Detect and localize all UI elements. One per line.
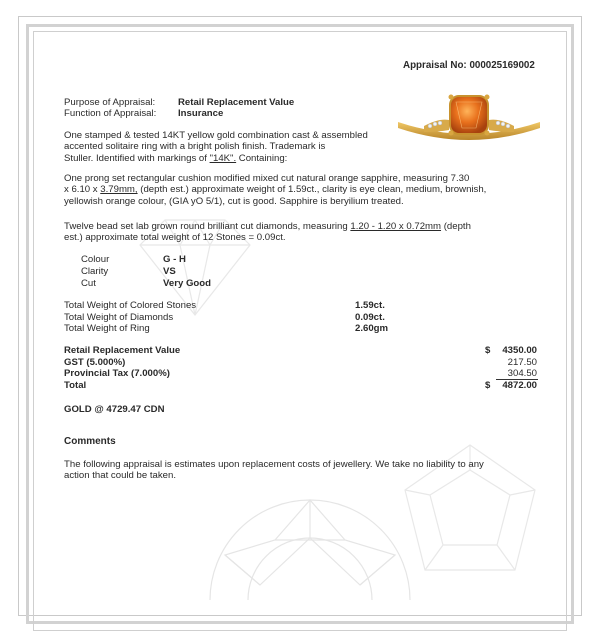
sapphire-line-2c: (depth est.) approximate weight of 1.59ct., clarity is eye clean, medium, brownish, <box>137 184 487 196</box>
gold-price: GOLD @ 4729.47 CDN <box>64 404 165 415</box>
purpose-value: Retail Replacement Value <box>178 97 295 108</box>
comments-line-2: action that could be taken. <box>64 470 177 482</box>
setting-line-1: One stamped & tested 14KT yellow gold combination cast & assembled <box>64 130 368 141</box>
setting-line-2: accented solitaire ring with a bright polish finish. Trademark is <box>64 141 326 153</box>
weight-colored-label: Total Weight of Colored Stones <box>64 300 197 311</box>
grade-cut-label: Cut <box>81 278 96 289</box>
diamonds-measure: 1.20 - 1.20 x 0.72mm <box>350 221 442 232</box>
comments-text <box>64 459 534 482</box>
pst-value: 304.50 <box>507 368 537 379</box>
description-sapphire <box>64 173 534 207</box>
grade-colour-value: G - H <box>163 254 186 265</box>
description-setting <box>64 130 534 164</box>
total-currency: $ <box>485 380 491 391</box>
rrv-label: Retail Replacement Value <box>64 345 181 356</box>
setting-line-3c: Containing: <box>236 152 288 164</box>
weight-ring-value: 2.60gm <box>355 323 389 334</box>
setting-line-3 <box>64 153 534 164</box>
appraisal-number <box>403 60 535 72</box>
sapphire-line-3: yellowish orange colour, (GIA yO 5/1), cut is good. Sapphire is beryilium treated. <box>64 195 404 207</box>
weight-diamonds-value: 0.09ct. <box>355 312 385 323</box>
diamonds-line-1c: (depth <box>441 221 471 232</box>
appraisal-number-value: 000025169002 <box>469 60 535 71</box>
total-label: Total <box>64 380 87 391</box>
diamonds-line-2: est.) approximate total weight of 12 Stones = 0.09ct. <box>64 232 286 244</box>
gst-value: 217.50 <box>507 357 537 368</box>
pst-label: Provincial Tax (7.000%) <box>64 368 170 379</box>
grade-clarity-label: Clarity <box>81 266 109 277</box>
function-value: Insurance <box>178 108 224 119</box>
rrv-currency: $ <box>485 345 491 356</box>
comments-title: Comments <box>64 436 116 447</box>
total-value: 4872.00 <box>502 380 537 391</box>
sapphire-depth: 3.79mm, <box>100 184 138 196</box>
diamonds-line-1a: Twelve bead set lab grown round brilliant cut diamonds, measuring <box>64 221 351 232</box>
comments-line-1: The following appraisal is estimates upon replacement costs of jewellery. We take no liability to any <box>64 459 484 470</box>
diamonds-line-1 <box>64 221 534 232</box>
sapphire-line-1: One prong set rectangular cushion modified mixed cut natural orange sapphire, measuring 7.30 <box>64 173 470 184</box>
grade-colour-label: Colour <box>81 254 110 265</box>
markings-text: "14K". <box>209 152 237 164</box>
grade-cut-value: Very Good <box>163 278 211 289</box>
gst-label: GST (5.000%) <box>64 357 126 368</box>
weight-diamonds-label: Total Weight of Diamonds <box>64 312 174 323</box>
weight-colored-value: 1.59ct. <box>355 300 385 311</box>
sapphire-line-2a: x 6.10 x <box>64 184 101 196</box>
weight-ring-label: Total Weight of Ring <box>64 323 150 334</box>
setting-line-3a: Stuller. Identified with markings of <box>64 152 210 164</box>
purpose-label: Purpose of Appraisal: <box>64 97 156 108</box>
appraisal-number-label: Appraisal No: <box>403 60 467 71</box>
grade-clarity-value: VS <box>163 266 176 277</box>
description-diamonds <box>64 221 534 244</box>
sapphire-line-2 <box>64 184 534 195</box>
rrv-value: 4350.00 <box>502 345 537 356</box>
function-label: Function of Appraisal: <box>64 108 157 119</box>
